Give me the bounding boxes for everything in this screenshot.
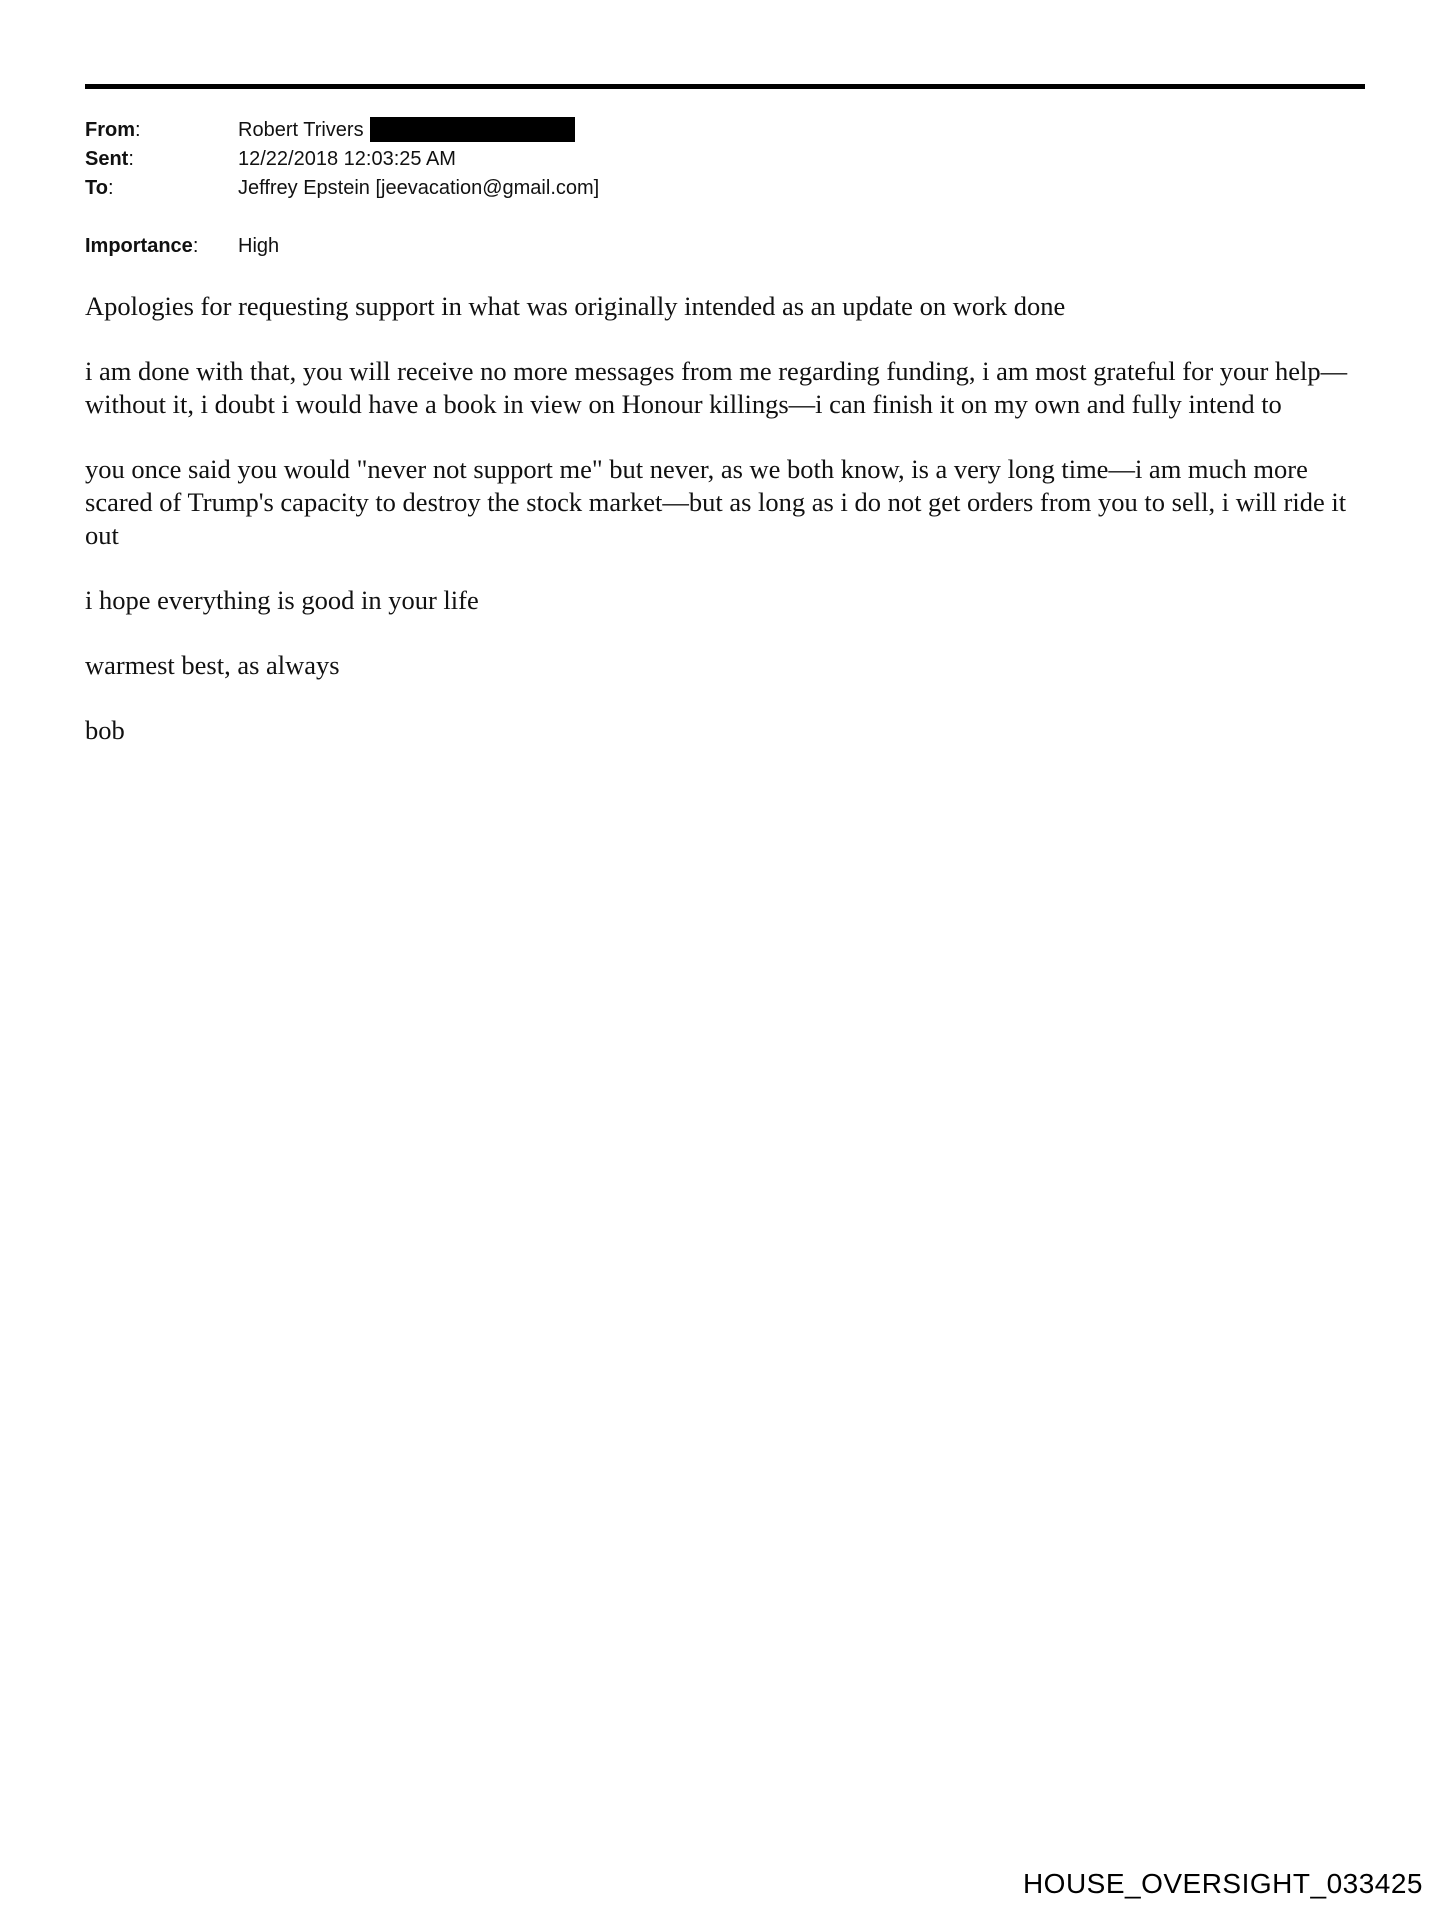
importance-value: High	[238, 235, 280, 257]
to-value: Jeffrey Epstein [jeevacation@gmail.com]	[238, 177, 600, 199]
email-header	[85, 116, 1365, 261]
redaction-block	[370, 117, 575, 142]
body-paragraph: warmest best, as always	[85, 650, 340, 680]
bates-stamp: HOUSE_OVERSIGHT_033425	[1022, 1868, 1423, 1899]
sent-value: 12/22/2018 12:03:25 AM	[238, 148, 456, 170]
importance-row: Importance: High	[85, 232, 1365, 261]
to-row: To: Jeffrey Epstein [jeevacation@gmail.com]	[85, 174, 1365, 203]
sent-label: Sent	[85, 148, 129, 170]
from-value-group	[238, 116, 575, 145]
importance-label: Importance	[85, 235, 193, 257]
from-label: From	[85, 119, 135, 141]
body-paragraph: i hope everything is good in your life	[85, 585, 479, 615]
signature: bob	[85, 715, 125, 745]
email-body	[85, 290, 1365, 779]
from-row: From: Robert Trivers	[85, 116, 1365, 145]
from-value: Robert Trivers	[238, 119, 364, 141]
to-label: To	[85, 177, 108, 199]
body-paragraph: you once said you would "never not support me" but never, as we both know, is a very long time—i am much more scared of Trump's capacity to destroy the stock market—but as long as i do not get orders from you to sell, i will ride it out	[85, 454, 1347, 550]
sent-row: Sent: 12/22/2018 12:03:25 AM	[85, 145, 1365, 174]
body-paragraph: i am done with that, you will receive no more messages from me regarding funding, i am most grateful for your help—without it, i doubt i would have a book in view on Honour killings—i can finish it on my own and fully intend to	[85, 356, 1348, 419]
body-paragraph: Apologies for requesting support in what was originally intended as an update on work done	[85, 291, 1066, 321]
header-divider	[85, 84, 1365, 89]
